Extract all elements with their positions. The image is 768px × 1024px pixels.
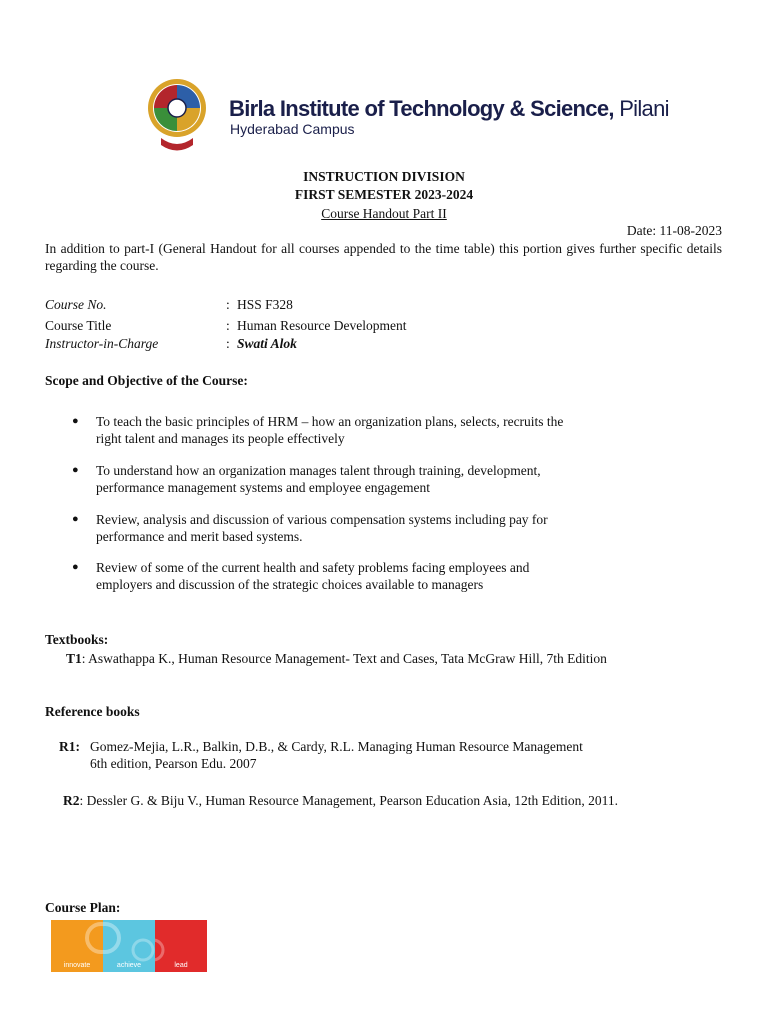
textbook-t1-label: T1: [66, 651, 82, 666]
bullet-icon: ●: [72, 561, 79, 573]
textbook-t1-text: : Aswathappa K., Human Resource Management- Text and Cases, Tata McGraw Hill, 7th Edition: [81, 651, 607, 666]
course-title-sep: :: [226, 318, 230, 333]
bits-emblem-icon: [146, 68, 208, 156]
reference-r2-text: : Dessler G. & Biju V., Human Resource Management, Pearson Education Asia, 12th Edition, 2011.: [79, 793, 619, 808]
reference-r1-line-1: Gomez-Mejia, L.R., Balkin, D.B., & Cardy, R.L. Managing Human Resource Management: [90, 739, 583, 754]
footer-tile-lead: [155, 920, 207, 972]
course-plan-heading: Course Plan:: [45, 900, 121, 915]
semester-title: FIRST SEMESTER 2023-2024: [294, 187, 474, 202]
footer-tile-lead-label: lead: [174, 962, 188, 969]
division-title: INSTRUCTION DIVISION: [303, 169, 465, 184]
footer-tile-innovate: [51, 920, 103, 972]
bullet-icon: ●: [72, 415, 79, 427]
course-no-label: Course No.: [45, 297, 107, 312]
footer-tile-innovate-label: innovate: [63, 962, 91, 969]
course-title-label: Course Title: [45, 318, 112, 333]
handout-title: Course Handout Part II: [321, 206, 447, 221]
course-no-value: HSS F328: [237, 297, 293, 312]
scope-item-3-line-2: performance and merit based systems.: [96, 529, 303, 544]
footer-tile-achieve: [103, 920, 155, 972]
scope-heading: Scope and Objective of the Course:: [45, 373, 248, 388]
scope-item-3-line-1: Review, analysis and discussion of various compensation systems including pay for: [96, 512, 548, 527]
institute-name: Birla Institute of Technology & Science, Pilani: [229, 96, 669, 121]
footer-tile-achieve-label: achieve: [116, 962, 142, 969]
scope-item-1-line-2: right talent and manages its people effectively: [96, 431, 345, 446]
instructor-value: Swati Alok: [237, 336, 297, 351]
course-title-value: Human Resource Development: [237, 318, 407, 333]
scope-item-2-line-1: To understand how an organization manages talent through training, development,: [96, 463, 541, 478]
scope-item-1-line-1: To teach the basic principles of HRM – how an organization plans, selects, recruits the: [96, 414, 564, 429]
scope-item-4-line-2: employers and discussion of the strategic choices available to managers: [96, 577, 484, 592]
scope-item-4-line-1: Review of some of the current health and safety problems facing employees and: [96, 560, 530, 575]
bullet-icon: ●: [72, 513, 79, 525]
bullet-icon: ●: [72, 464, 79, 476]
handout-date: Date: 11-08-2023: [626, 223, 722, 238]
institute-campus: Hyderabad Campus: [230, 121, 355, 137]
institute-city: Pilani: [619, 96, 669, 121]
references-heading: Reference books: [45, 704, 140, 719]
reference-r1-label: R1:: [59, 739, 80, 754]
instructor-label: Instructor-in-Charge: [45, 336, 159, 351]
reference-r2: [63, 792, 618, 809]
intro-paragraph: In addition to part-I (General Handout for all courses appended to the time table) this portion gives further specific details regarding the course.: [45, 241, 722, 273]
reference-r1-line-2: 6th edition, Pearson Edu. 2007: [90, 756, 257, 771]
textbook-t1: [66, 650, 607, 667]
textbooks-heading: Textbooks:: [45, 632, 109, 647]
course-no-sep: :: [226, 297, 230, 312]
scope-item-2-line-2: performance management systems and employee engagement: [96, 480, 430, 495]
instructor-sep: :: [226, 336, 230, 351]
reference-r2-label: R2: [63, 793, 80, 808]
